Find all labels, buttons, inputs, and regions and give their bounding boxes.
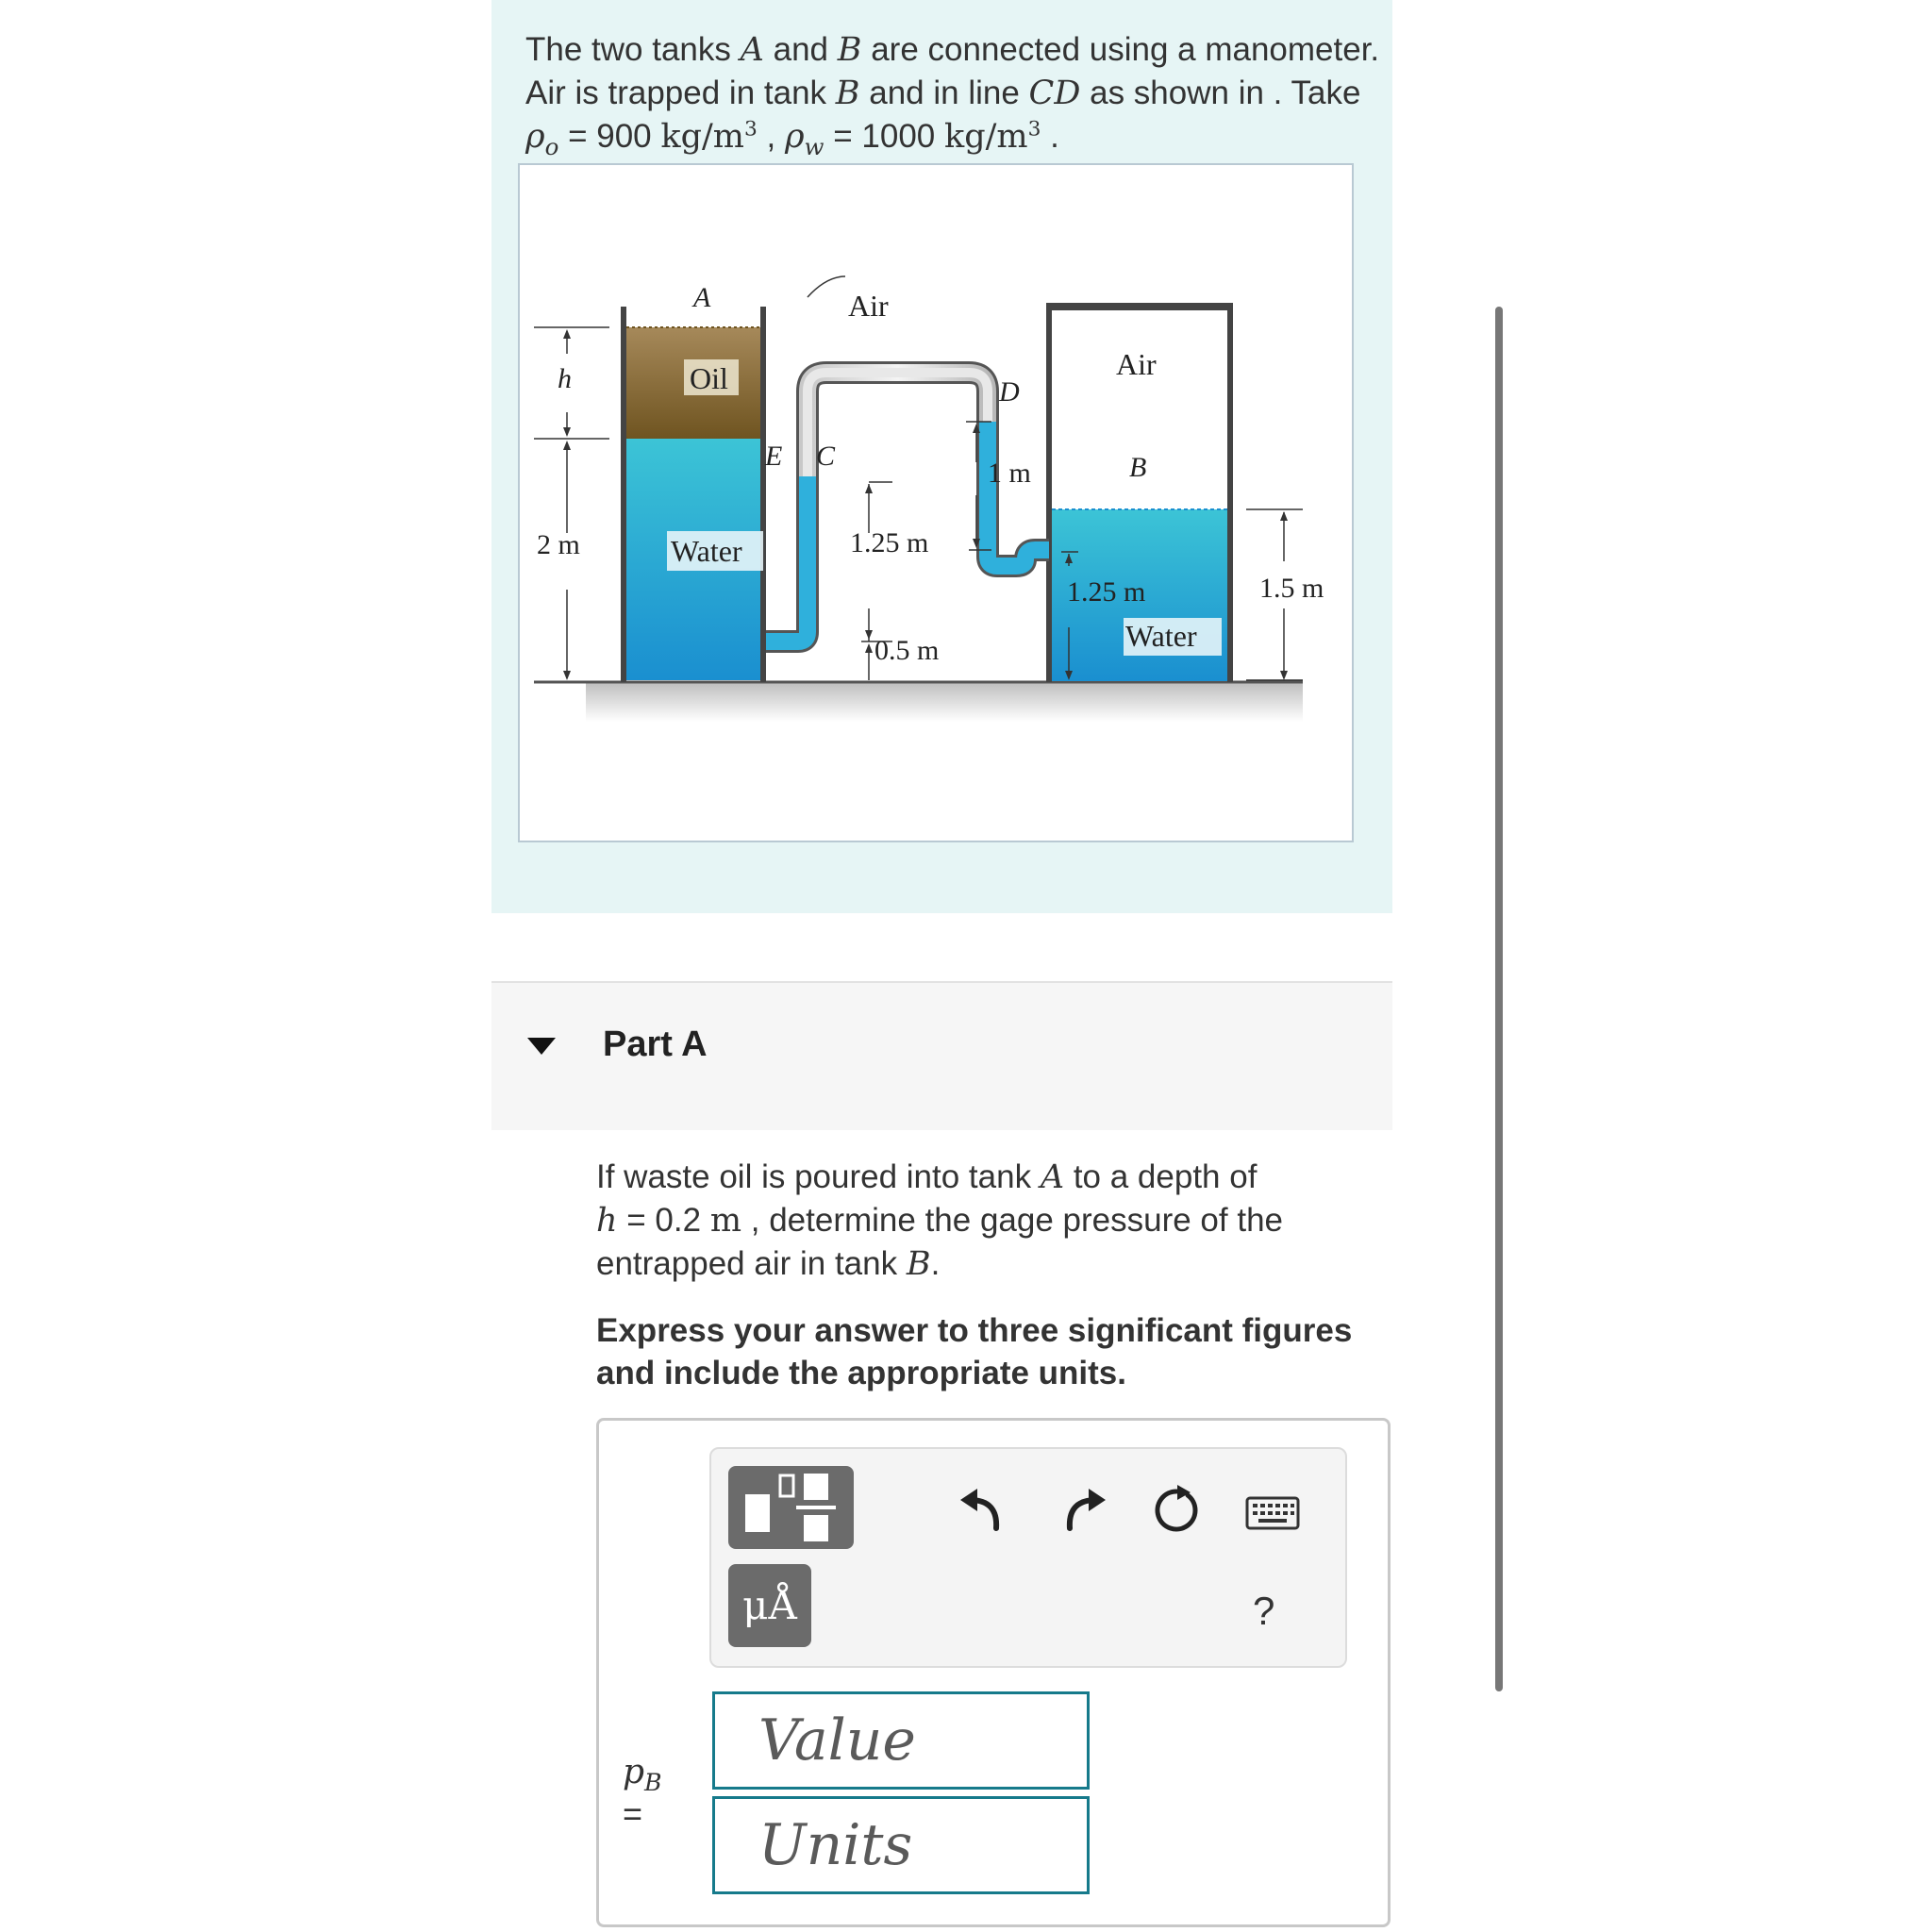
scrollbar[interactable] xyxy=(1495,307,1503,1691)
math-toolbar xyxy=(709,1447,1347,1668)
redo-icon[interactable] xyxy=(1060,1483,1108,1536)
label-1-25m-left: 1.25 m xyxy=(850,527,929,558)
keyboard-icon[interactable] xyxy=(1245,1496,1300,1530)
templates-button[interactable] xyxy=(728,1466,854,1549)
label-air-pipe: Air xyxy=(848,289,889,323)
part-a-question: If waste oil is poured into tank A to a depth of h = 0.2 m , determine the gage pressure of the entrapped air in tank B. xyxy=(596,1158,1283,1283)
label-water-tank-a: Water xyxy=(671,534,742,568)
label-d: D xyxy=(999,376,1020,408)
label-0-5m: 0.5 m xyxy=(874,635,940,666)
label-1-5m: 1.5 m xyxy=(1259,573,1324,604)
collapse-arrow-icon[interactable] xyxy=(527,1038,556,1055)
units-input[interactable] xyxy=(715,1799,1087,1891)
undo-icon[interactable] xyxy=(958,1483,1006,1536)
label-1m: 1 m xyxy=(988,458,1031,489)
manometer-diagram xyxy=(520,165,1356,844)
answer-instructions: Express your answer to three significant figures and include the appropriate units. xyxy=(596,1312,1353,1391)
label-1-25m-right: 1.25 m xyxy=(1067,576,1146,608)
label-h: h xyxy=(558,363,572,394)
label-2m: 2 m xyxy=(537,529,580,560)
templates-icon xyxy=(728,1466,854,1549)
label-tank-a: A xyxy=(693,282,711,313)
problem-intro-panel xyxy=(491,0,1392,913)
label-e: E xyxy=(765,441,783,472)
manometer-pipe-water-c xyxy=(766,476,808,641)
reset-icon[interactable] xyxy=(1151,1485,1202,1536)
manometer-figure xyxy=(518,163,1354,842)
label-air-tank-b: Air xyxy=(1116,347,1157,381)
label-water-tank-b: Water xyxy=(1125,619,1197,653)
dimension-h xyxy=(534,327,609,439)
value-input[interactable] xyxy=(715,1694,1087,1787)
units-symbols-button[interactable]: μÅ xyxy=(728,1564,811,1647)
help-button[interactable]: ? xyxy=(1253,1589,1275,1633)
answer-variable-label: $p_B$ = xyxy=(623,1753,662,1833)
units-input-box[interactable] xyxy=(712,1796,1090,1894)
tank-b-lid xyxy=(1046,303,1233,310)
problem-statement: The two tanks A and B are connected using a manometer. Air is trapped in tank B and in line CD as shown in . Take $\rho_o = 900$ $kg/m^3$ , $\rho_w = 1000$ $kg/m^3$ . xyxy=(525,31,1380,160)
ground-shadow xyxy=(586,682,1303,722)
part-a-header[interactable] xyxy=(491,981,1392,1130)
label-c: C xyxy=(816,441,836,472)
label-tank-b: B xyxy=(1129,452,1147,483)
label-oil: Oil xyxy=(690,361,728,395)
part-a-title: Part A xyxy=(603,1024,708,1064)
value-input-box[interactable] xyxy=(712,1691,1090,1790)
